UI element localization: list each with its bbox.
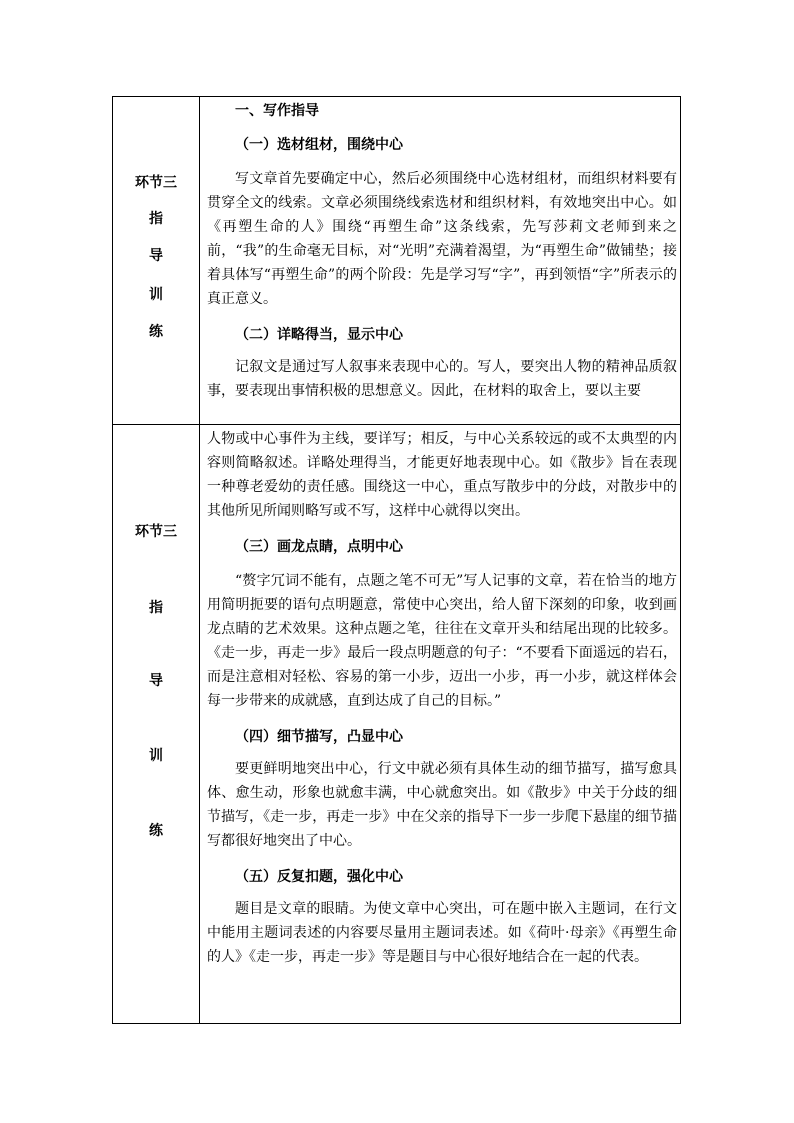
- section-char: 练: [149, 324, 163, 340]
- subheading: （一）选材组材，围绕中心: [235, 137, 403, 153]
- content-block-2: [207, 427, 677, 969]
- content-block-1: [207, 99, 677, 403]
- column-divider: [199, 96, 200, 1024]
- section-char: 导: [149, 673, 163, 689]
- subheading: （三）画龙点睛，点明中心: [235, 539, 403, 555]
- subheading: （五）反复扣题，强化中心: [235, 869, 403, 885]
- paragraph: 题目是文章的眼睛。为使文章中心突出，可在题中嵌入主题词，在行文中能用主题词表述的内容要尽量用主题词表述。如《荷叶·母亲》《再塑生命的人》《走一步，再走一步》等是题目与中心很好地结合在一起的代表。: [207, 901, 677, 965]
- section-char: 训: [149, 748, 163, 764]
- section-char: 训: [149, 287, 163, 303]
- section-char: 练: [149, 823, 163, 839]
- main-heading: 一、写作指导: [235, 103, 319, 119]
- subheading: （四）细节描写，凸显中心: [235, 729, 403, 745]
- section-char: 指: [149, 600, 163, 616]
- row-divider: [112, 424, 681, 425]
- paragraph: 人物或中心事件为主线，要详写；相反，与中心关系较远的或不太典型的内容则简略叙述。详略处理得当，才能更好地表现中心。如《散步》旨在表现一种尊老爱幼的责任感。围绕这一中心，重点写散步中的分歧，对散步中的其他所见所闻则略写或不写，这样中心就得以突出。: [207, 431, 677, 519]
- section-char: 指: [149, 211, 163, 227]
- paragraph: 记叙文是通过写人叙事来表现中心的。写人，要突出人物的精神品质叙事，要表现出事情积极的思想意义。因此，在材料的取舍上，要以主要: [207, 359, 677, 399]
- subheading: （二）详略得当，显示中心: [235, 327, 403, 343]
- paragraph: 写文章首先要确定中心，然后必须围绕中心选材组材，而组织材料要有贯穿全文的线索。文章必须围绕线索选材和组织材料，有效地突出中心。如《再塑生命的人》围绕“再塑生命”这条线索，先写莎莉文老师到来之前，“我”的生命毫无目标，对“光明”充满着渴望，为“再塑生命”做铺垫；接着具体写“再塑生命”的两个阶段：先是学习写“字”，再到领悟“字”所表示的真正意义。: [207, 171, 677, 307]
- paragraph: “赘字冗词不能有，点题之笔不可无”写人记事的文章，若在恰当的地方用简明扼要的语句点明题意，常使中心突出，给人留下深刻的印象，收到画龙点睛的艺术效果。这种点题之笔，往往在文章开头和结尾出现的比较多。《走一步，再走一步》最后一段点明题意的句子：“不要看下面遥远的岩石，而是注意相对轻松、容易的第一小步，迈出一小步，再一小步，就这样体会每一步带来的成就感，直到达成了自己的目标。”: [207, 573, 677, 709]
- section-label: 环节三: [135, 524, 177, 540]
- section-label: 环节三: [135, 175, 177, 191]
- section-char: 导: [149, 248, 163, 264]
- paragraph: 要更鲜明地突出中心，行文中就必须有具体生动的细节描写，描写愈具体、愈生动，形象也就愈丰满，中心就愈突出。如《散步》中关于分歧的细节描写，《走一步，再走一步》中在父亲的指导下一步一步爬下悬崖的细节描写都很好地突出了中心。: [207, 761, 677, 849]
